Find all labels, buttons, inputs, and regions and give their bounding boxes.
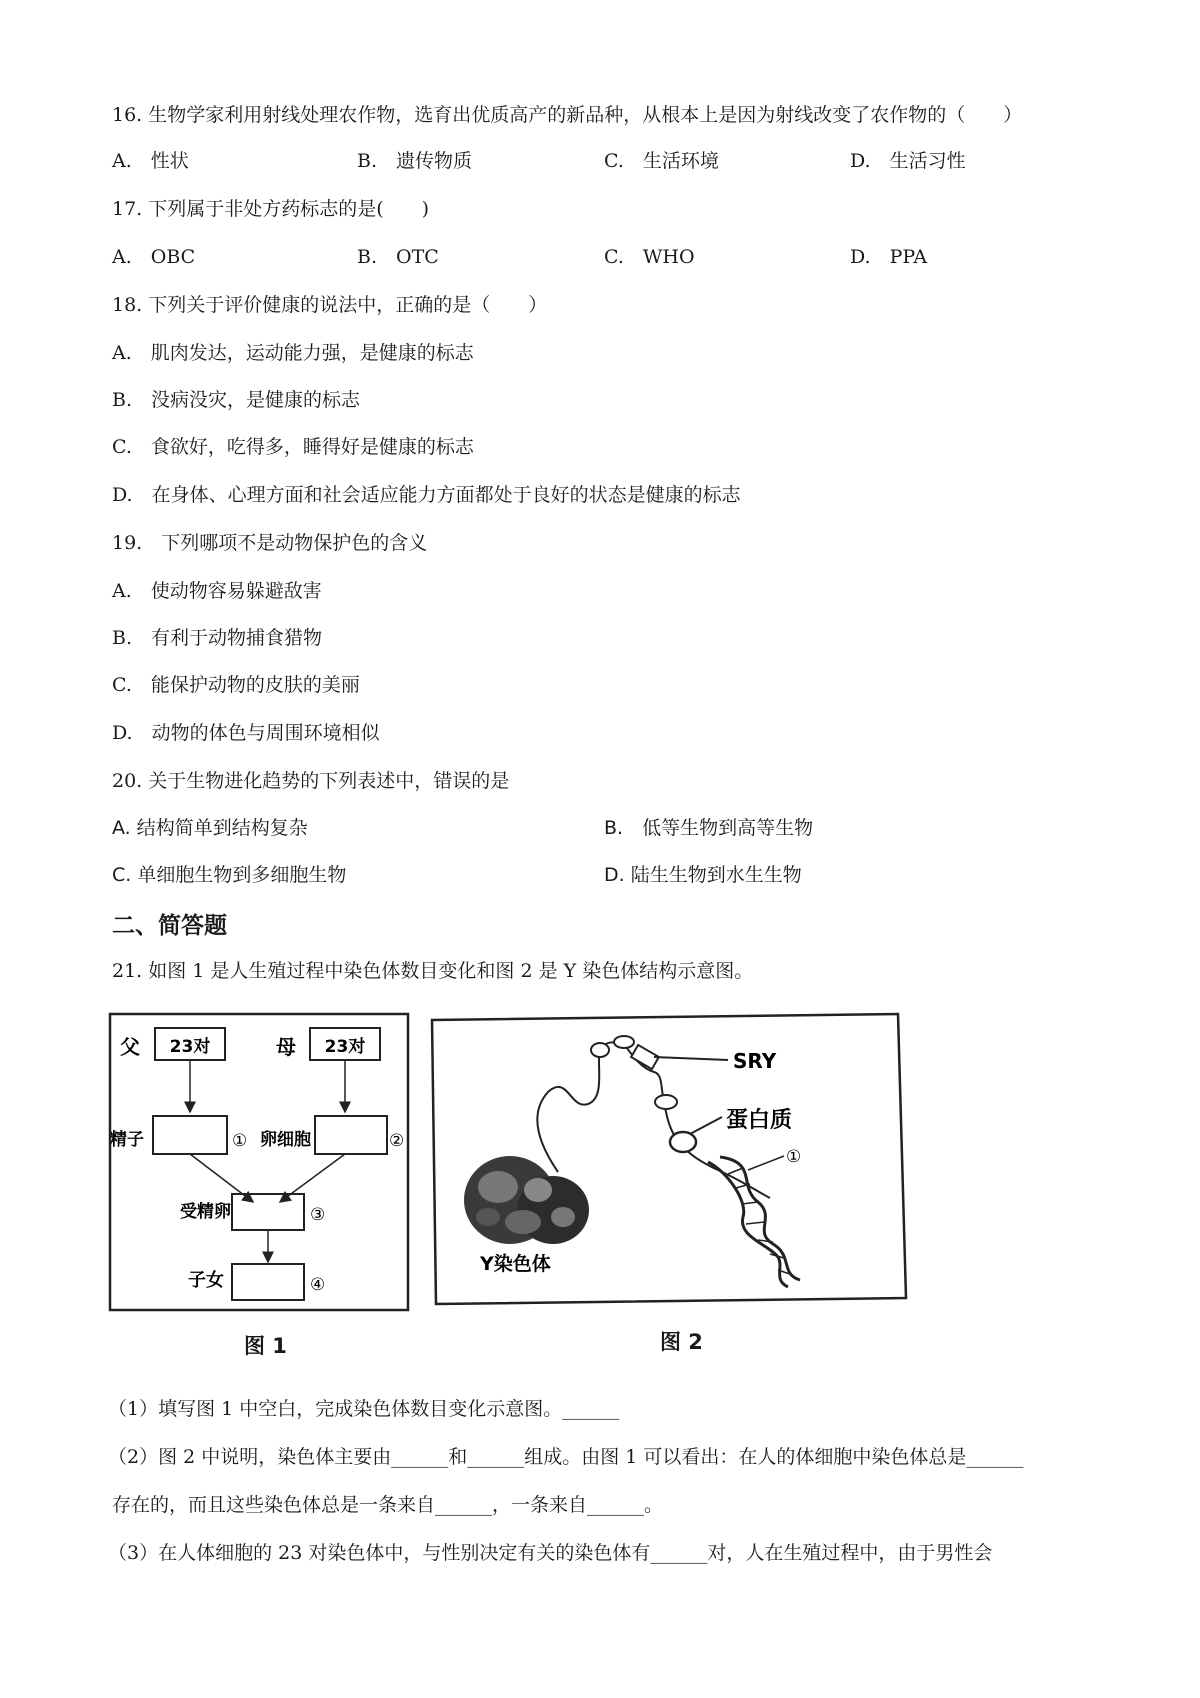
q18-option-c: C. 食欲好，吃得多，睡得好是健康的标志 bbox=[112, 436, 474, 458]
q19-option-b: B. 有利于动物捕食猎物 bbox=[112, 627, 323, 649]
marker1-leader-line bbox=[748, 1156, 784, 1170]
q16-option-b: B. 遗传物质 bbox=[357, 150, 473, 172]
sry-leader-line bbox=[654, 1057, 728, 1060]
fig1-marker-3: ③ bbox=[310, 1205, 326, 1225]
dna-strand-2 bbox=[720, 1157, 800, 1280]
figure-1 bbox=[108, 1012, 412, 1314]
q20-stem: 20. 关于生物进化趋势的下列表述中，错误的是 bbox=[112, 770, 510, 792]
fig2-ychrom-label: Y染色体 bbox=[480, 1253, 551, 1275]
nucleosome-3 bbox=[655, 1095, 677, 1109]
q17-stem: 17. 下列属于非处方药标志的是( ) bbox=[112, 198, 430, 220]
q19-option-c: C. 能保护动物的皮肤的美丽 bbox=[112, 674, 360, 696]
q17-option-a: A. OBC bbox=[112, 246, 196, 268]
nucleosome-2 bbox=[614, 1036, 634, 1048]
q20-option-a: A. 结构简单到结构复杂 bbox=[112, 817, 308, 839]
figure-1-caption: 图 1 bbox=[244, 1334, 287, 1358]
q21-sub1: （1）填写图 1 中空白，完成染色体数目变化示意图。______ bbox=[108, 1398, 620, 1420]
fig1-sperm-label: 精子 bbox=[110, 1130, 144, 1150]
fig2-marker-1: ① bbox=[786, 1147, 802, 1167]
q21-stem: 21. 如图 1 是人生殖过程中染色体数目变化和图 2 是 Y 染色体结构示意图。 bbox=[112, 960, 754, 982]
q17-option-b: B. OTC bbox=[357, 246, 439, 268]
q16-option-c: C. 生活环境 bbox=[604, 150, 719, 172]
q20-option-d: D. 陆生生物到水生生物 bbox=[604, 864, 802, 886]
fig1-mother-pairs: 23对 bbox=[324, 1037, 366, 1057]
q17-option-d: D. PPA bbox=[850, 246, 928, 268]
fig1-marker-4: ④ bbox=[310, 1275, 326, 1295]
figure-2-caption: 图 2 bbox=[660, 1330, 703, 1354]
q20-option-c: C. 单细胞生物到多细胞生物 bbox=[112, 864, 347, 886]
fig1-egg-label: 卵细胞 bbox=[260, 1130, 311, 1150]
dna-base-pairs bbox=[728, 1168, 790, 1274]
section-title: 二、简答题 bbox=[112, 913, 227, 939]
fig1-child-label: 子女 bbox=[188, 1270, 224, 1291]
q21-sub3: （3）在人体细胞的 23 对染色体中，与性别决定有关的染色体有______对，人在生殖过程中，由于男性会 bbox=[108, 1542, 993, 1564]
protein-leader-line bbox=[690, 1117, 722, 1134]
q16-option-a: A. 性状 bbox=[112, 150, 189, 172]
q19-option-d: D. 动物的体色与周围环境相似 bbox=[112, 722, 380, 744]
fig1-marker-1: ① bbox=[232, 1131, 248, 1151]
fig1-father-pairs: 23对 bbox=[169, 1037, 211, 1057]
fig1-father-label: 父 bbox=[120, 1035, 140, 1059]
q19-stem: 19. 下列哪项不是动物保护色的含义 bbox=[112, 532, 428, 554]
figure-2 bbox=[428, 1012, 912, 1310]
q20-option-b: B. 低等生物到高等生物 bbox=[604, 817, 814, 839]
y-chromosome-blob bbox=[464, 1156, 589, 1244]
fig2-protein-label: 蛋白质 bbox=[726, 1108, 793, 1133]
fig2-sry-label: SRY bbox=[733, 1049, 777, 1073]
fig1-egg-box bbox=[315, 1116, 387, 1154]
fig1-child-box bbox=[232, 1264, 304, 1300]
fig1-sperm-box bbox=[153, 1116, 227, 1154]
fig1-mother-label: 母 bbox=[276, 1035, 296, 1059]
q18-option-a: A. 肌肉发达，运动能力强，是健康的标志 bbox=[112, 342, 474, 364]
q17-option-c: C. WHO bbox=[604, 246, 695, 268]
q18-option-d: D. 在身体、心理方面和社会适应能力方面都处于良好的状态是健康的标志 bbox=[112, 484, 741, 506]
fig1-zygote-box bbox=[232, 1194, 304, 1230]
q16-option-d: D. 生活习性 bbox=[850, 150, 966, 172]
q18-stem: 18. 下列关于评价健康的说法中，正确的是（ ） bbox=[112, 294, 548, 316]
q19-option-a: A. 使动物容易躲避敌害 bbox=[112, 580, 322, 602]
q21-sub2-line2: 存在的，而且这些染色体总是一条来自______，一条来自______。 bbox=[112, 1494, 664, 1516]
q18-option-b: B. 没病没灾，是健康的标志 bbox=[112, 389, 361, 411]
q21-sub2-line1: （2）图 2 中说明，染色体主要由______和______组成。由图 1 可以看出：在人的体细胞中染色体总是______ bbox=[108, 1446, 1024, 1468]
protein-ellipse bbox=[670, 1132, 696, 1152]
fig1-zygote-label: 受精卵 bbox=[180, 1202, 231, 1222]
nucleosome-1 bbox=[591, 1043, 609, 1057]
q16-stem: 16. 生物学家利用射线处理农作物，选育出优质高产的新品种，从根本上是因为射线改变了农作物的（ ） bbox=[112, 104, 1023, 126]
fig1-marker-2: ② bbox=[389, 1131, 405, 1151]
